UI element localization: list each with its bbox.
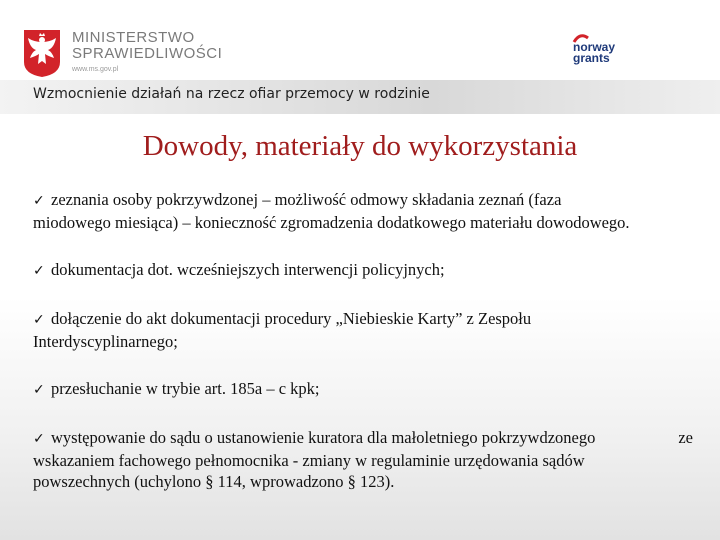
check-icon: ✓ <box>33 193 45 209</box>
bullet-item: ✓ dokumentacja dot. wcześniejszych interwencji policyjnych; <box>33 259 693 282</box>
bullet-item: ✓ występowanie do sądu o ustanowienie kuratora dla małoletniego pokrzywdzonego ze wskazaniem fachowego pełnomocnika - zmiany w regulaminie urzędowania sądów powszechnych (uchylono § 114, wprowadzono § 123). <box>33 428 693 491</box>
polish-eagle-emblem-icon <box>22 28 62 78</box>
norway-grants-text: norway grants <box>573 40 616 65</box>
bullet-item: ✓ zeznania osoby pokrzywdzonej – możliwość odmowy składania zeznań (faza miodowego miesiąca) – konieczność zgromadzenia dodatkowego materiału dowodowego. <box>33 190 630 232</box>
bullet-item: ✓ dołączenie do akt dokumentacji procedury „Niebieskie Karty” z Zespołu Interdyscyplinarnego; <box>33 309 532 351</box>
ministry-name: MINISTERSTWO SPRAWIEDLIWOŚCI <box>72 29 223 62</box>
check-icon: ✓ <box>33 263 45 279</box>
bullet-list <box>33 189 693 518</box>
bullet-item: ✓ przesłuchanie w trybie art. 185a – c kpk; <box>33 378 693 401</box>
ministry-url: www.ms.gov.pl <box>72 66 119 73</box>
header-bar <box>0 0 720 114</box>
check-icon: ✓ <box>33 431 45 447</box>
check-icon: ✓ <box>33 312 45 328</box>
project-title: Wzmocnienie działań na rzecz ofiar przemocy w rodzinie <box>33 86 430 102</box>
check-icon: ✓ <box>33 382 45 398</box>
slide-title: Dowody, materiały do wykorzystania <box>142 130 578 162</box>
